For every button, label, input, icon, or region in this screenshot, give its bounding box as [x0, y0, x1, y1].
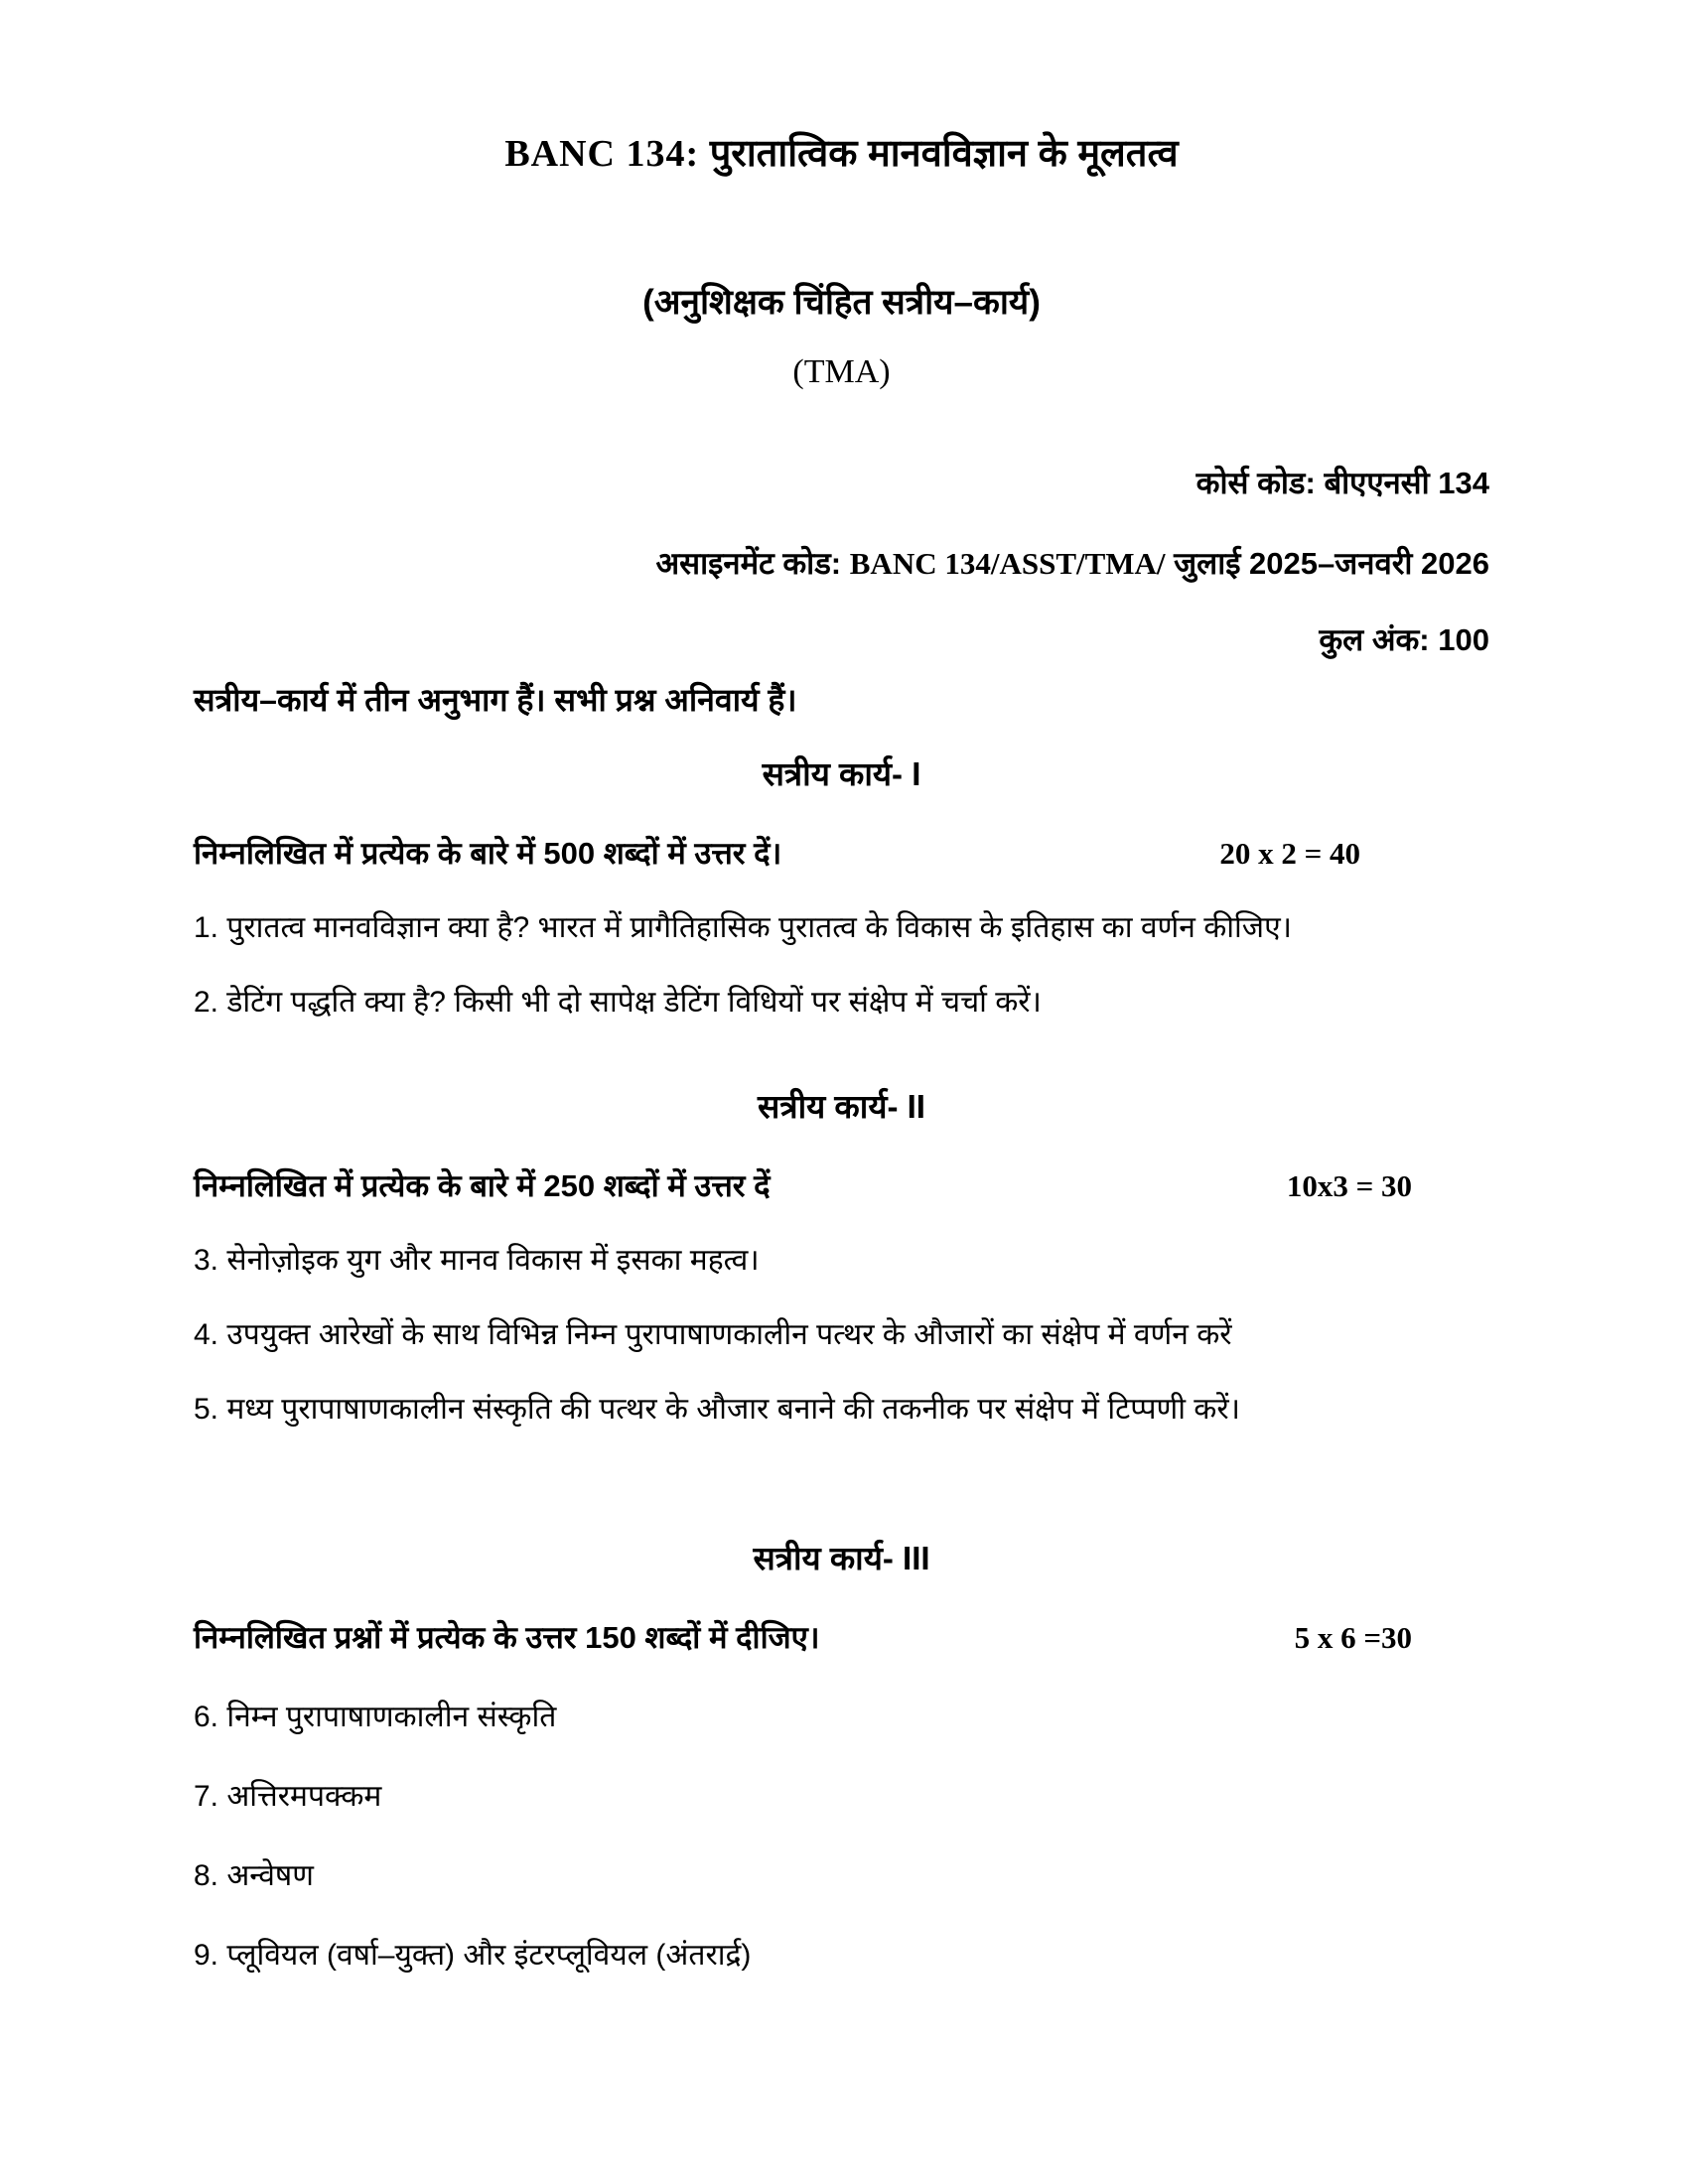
total-marks-value: 100: [1438, 622, 1489, 657]
section-1-instruction: निम्नलिखित में प्रत्येक के बारे में 500 शब्दों में उत्तर दें।: [194, 836, 782, 871]
section-1-marks: 20 x 2 = 40: [1219, 836, 1360, 871]
assignment-code-label: असाइनमेंट कोड:: [655, 546, 842, 581]
section-2-heading: सत्रीय कार्य- II: [758, 1088, 925, 1125]
section-3-instruction: निम्नलिखित प्रश्नों में प्रत्येक के उत्तर 150 शब्दों में दीजिए।: [194, 1620, 820, 1655]
section-2-instruction: निम्नलिखित में प्रत्येक के बारे में 250 शब्दों में उत्तर दें: [194, 1168, 771, 1203]
question-1: 1. पुरातत्व मानवविज्ञान क्या है? भारत में प्रागैतिहासिक पुरातत्व के विकास के इतिहास का वर्णन कीजिए।: [194, 911, 1293, 944]
course-code-value: बीएएनसी 134: [1324, 466, 1489, 500]
question-3: 3. सेनोज़ोइक युग और मानव विकास में इसका महत्व।: [194, 1244, 760, 1277]
document-title: [194, 132, 1489, 176]
assignment-code-line: [194, 542, 1489, 586]
document-title-text: पुरातात्विक मानवविज्ञान के मूलतत्व: [709, 133, 1179, 175]
assignment-code-value: BANC 134/ASST/TMA/: [849, 546, 1166, 581]
tma-label: (TMA): [792, 353, 891, 390]
question-2: 2. डेटिंग पद्धति क्या है? किसी भी दो सापेक्ष डेटिंग विधियों पर संक्षेप में चर्चा करें।: [194, 986, 1042, 1019]
assignment-code-session: जुलाई 2025–जनवरी 2026: [1174, 546, 1489, 581]
course-code-prefix: BANC 134:: [504, 133, 700, 175]
question-5: 5. मध्य पुरापाषाणकालीन संस्कृति की पत्थर के औजार बनाने की तकनीक पर संक्षेप में टिप्पणी करें।: [194, 1393, 1240, 1426]
section-2-marks: 10x3 = 30: [1286, 1168, 1412, 1203]
section-3-instruction-row: [194, 1616, 1489, 1660]
total-marks-line: [194, 618, 1489, 662]
question-7: 7. अत्तिरमपक्कम: [194, 1780, 382, 1813]
course-code-line: [194, 462, 1489, 505]
course-code-label: कोर्स कोड:: [1196, 466, 1316, 500]
section-3-heading: सत्रीय कार्य- III: [753, 1540, 930, 1576]
total-marks-label: कुल अंक:: [1319, 622, 1430, 657]
section-2-instruction-row: [194, 1164, 1489, 1208]
document-subtitle: (अनुशिक्षक चिंहित सत्रीय–कार्य): [642, 283, 1041, 322]
general-instructions-note: सत्रीय–कार्य में तीन अनुभाग हैं। सभी प्रश्न अनिवार्य हैं।: [194, 682, 797, 718]
question-8: 8. अन्वेषण: [194, 1859, 314, 1892]
question-6: 6. निम्न पुरापाषाणकालीन संस्कृति: [194, 1701, 557, 1733]
section-3-marks: 5 x 6 =30: [1294, 1620, 1412, 1655]
section-1-heading: सत्रीय कार्य- I: [762, 755, 921, 792]
question-9: 9. प्लूवियल (वर्षा–युक्त) और इंटरप्लूवियल (अंतरार्द्र): [194, 1939, 752, 1972]
question-4: 4. उपयुक्त आरेखों के साथ विभिन्न निम्न पुरापाषाणकालीन पत्थर के औजारों का संक्षेप में वर्णन करें: [194, 1318, 1232, 1351]
section-1-instruction-row: [194, 832, 1489, 876]
